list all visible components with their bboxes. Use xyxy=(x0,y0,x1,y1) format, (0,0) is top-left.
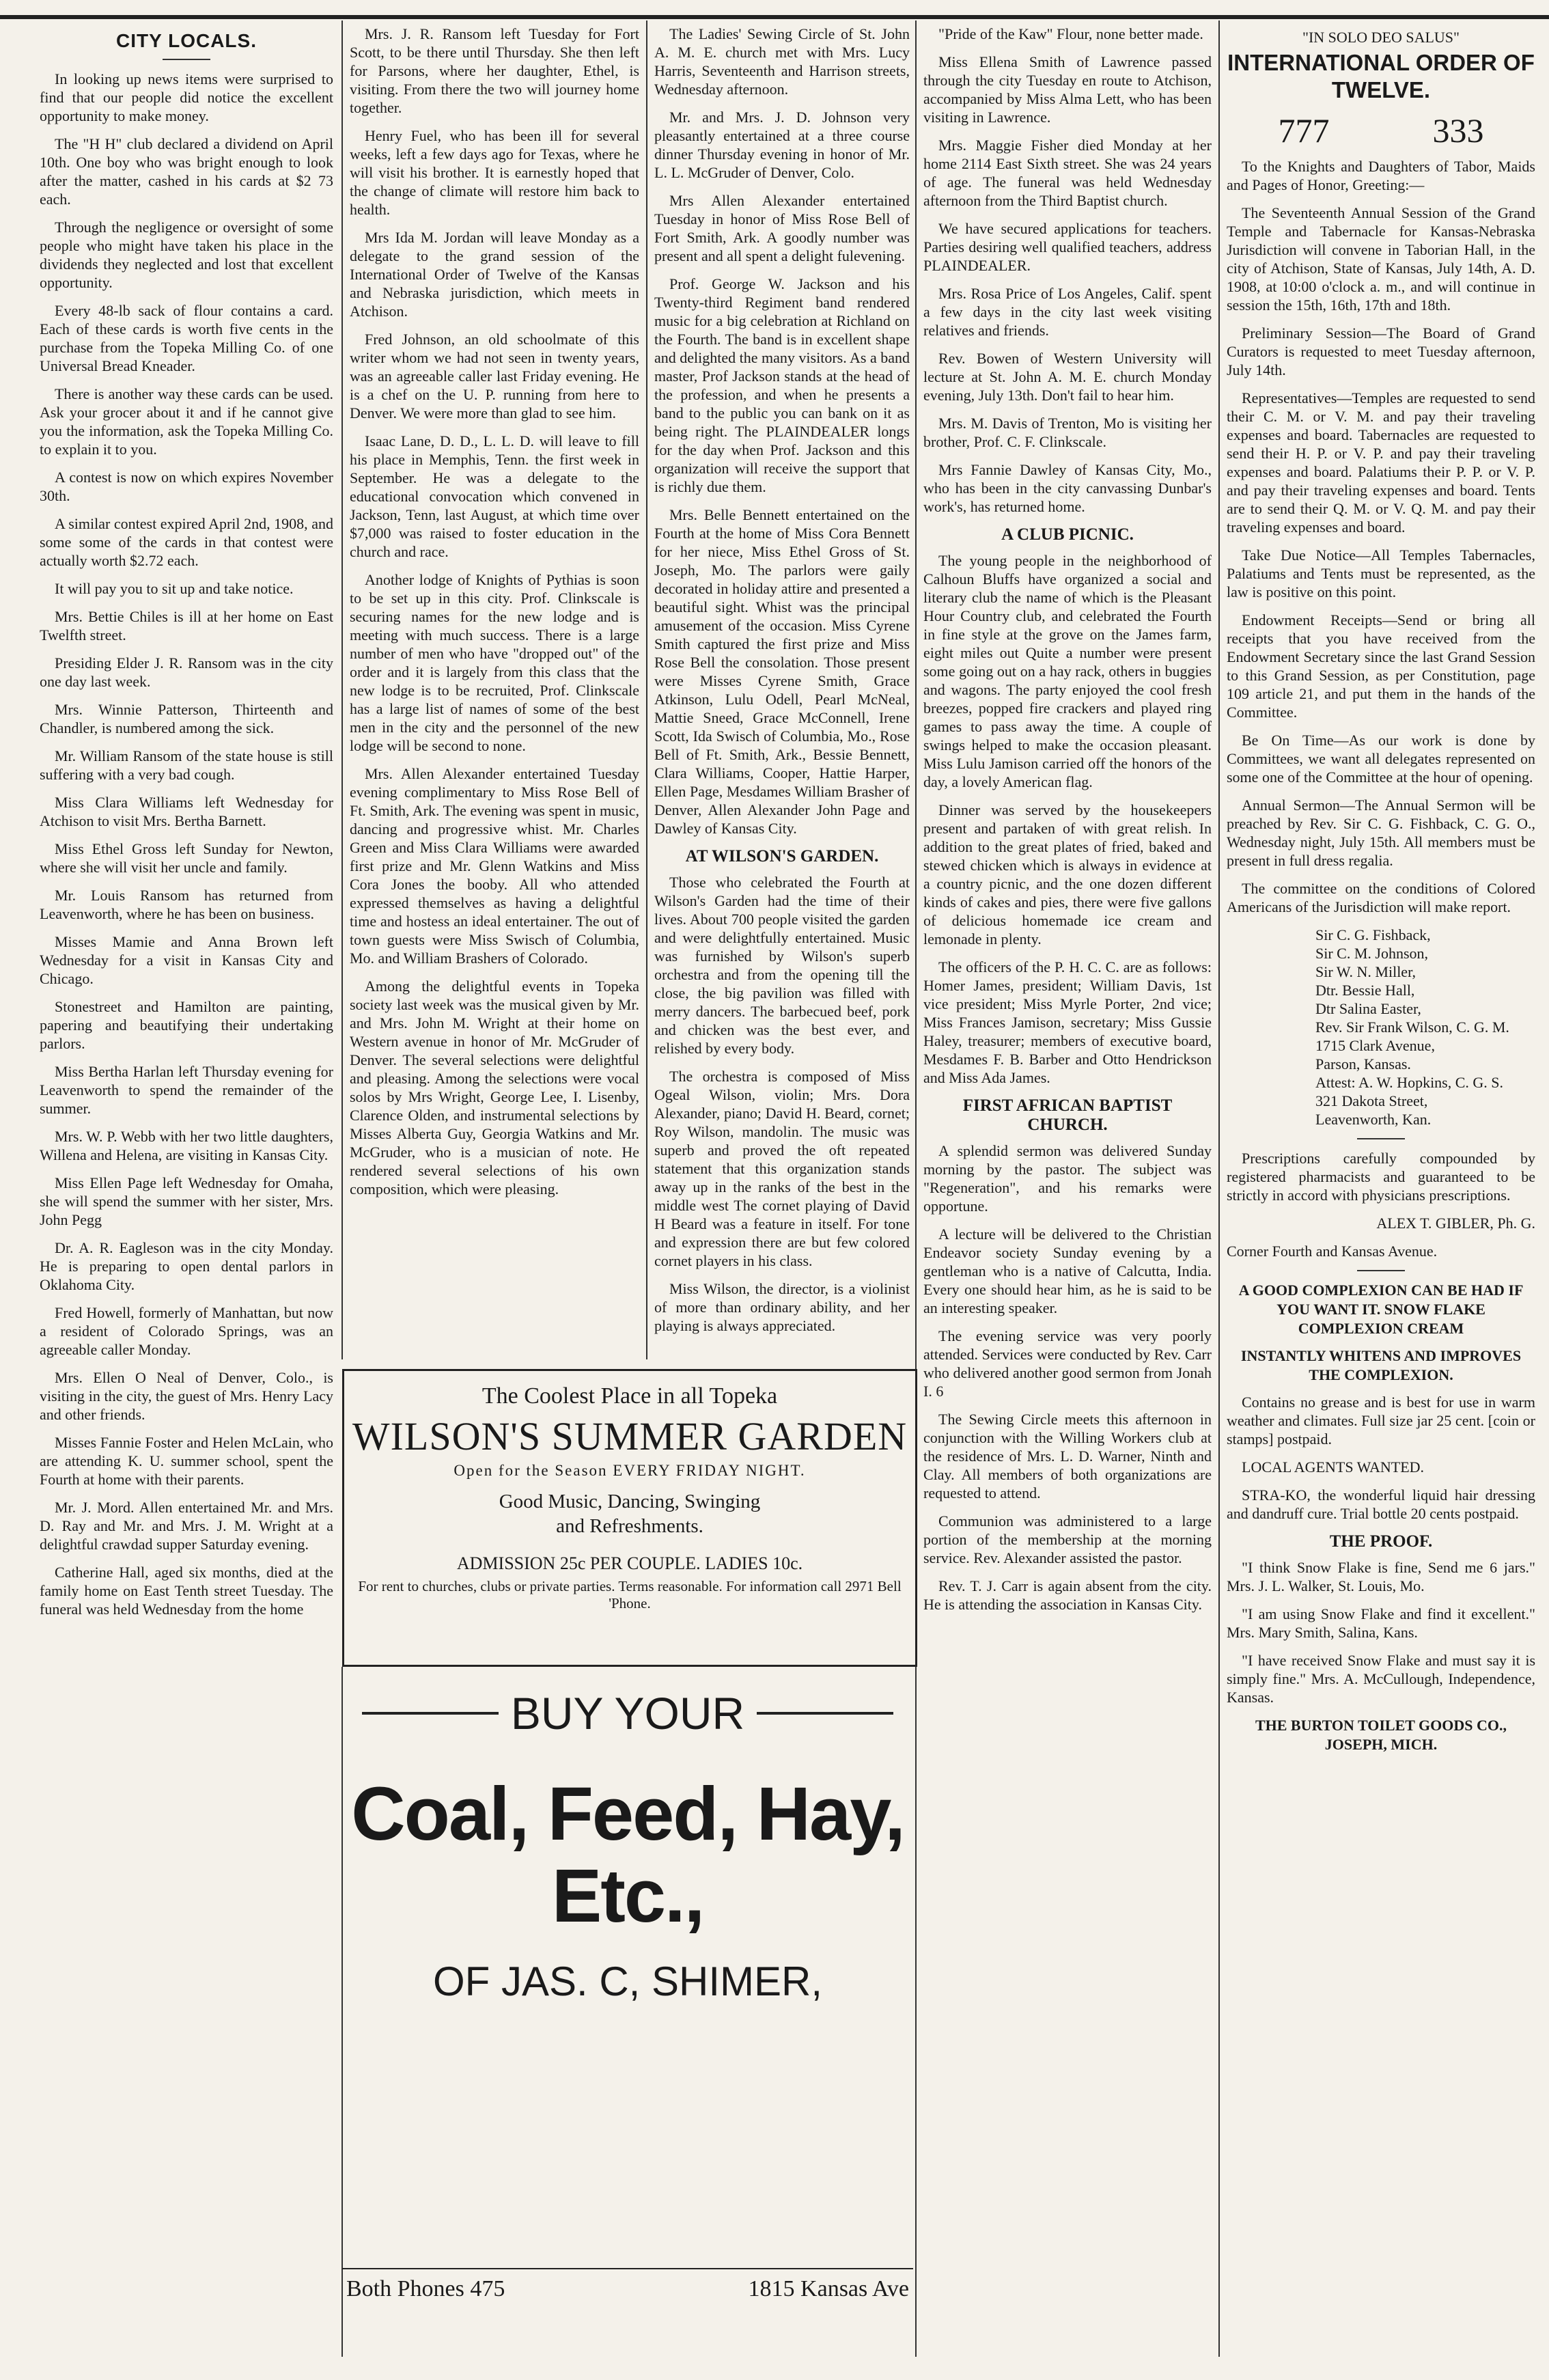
section-heading: A CLUB PICNIC. xyxy=(1001,525,1134,544)
article-paragraph: Stonestreet and Hamilton are painting, papering and beautifying their undertaking parlors. xyxy=(40,998,333,1052)
article-paragraph: Representatives—Temples are requested to send their C. M. or V. M. and pay their traveling expenses and board. Tabernacles are requested to send their H. P. or V. P. and pay their traveling expenses and board. Palatiums their P. P. or V. P. and pay their traveling expenses and board. Tents are to send their Q. M. or V. Q. M. and pay their traveling expenses and board. xyxy=(1227,389,1535,536)
article-paragraph: Another lodge of Knights of Pythias is soon to be set up in this city. Prof. Clinkscale is securing names for the new lodge and is meeting with much success. There is a large number of men who have "dropped out" of the order and it is largely from this class that the new lodge is to be recruited, Prof. Clinkscale has a large list of names of some of the best men in the city and the personnel of the new lodge will be second to none. xyxy=(350,571,639,754)
article-paragraph: Miss Clara Williams left Wednesday for Atchison to visit Mrs. Bertha Barnett. xyxy=(40,794,333,829)
article-paragraph: Rev. T. J. Carr is again absent from the city. He is attending the association in Kansas City. xyxy=(923,1577,1212,1613)
article-paragraph: Fred Howell, formerly of Manhattan, but now a resident of Colorado Springs, was an agreeable caller Monday. xyxy=(40,1304,333,1358)
article-paragraph: The Sewing Circle meets this afternoon in conjunction with the Willing Workers club at the residence of Mrs. L. D. Warner, Ninth and Clay. All members of both organizations are requested to attend. xyxy=(923,1411,1212,1502)
article-paragraph: Among the delightful events in Topeka society last week was the musical given by Mr. and Mrs. John M. Wright at their home on Western avenue in honor of Mr. McGruder of Denver. The several selections were delightful and pleasing. Among the selections were vocal solos by Mrs Wright, George Lee, I. Lisenby, Clarence Olden, and instrumental selections by Misses Alberta Guy, Georgia Watkins and Mr. McGruder, who is a musician of note. He rendered several selections of his own composition, which were pleasing. xyxy=(350,978,639,1198)
ad-line: The Coolest Place in all Topeka xyxy=(482,1383,778,1409)
wilson-garden-ad xyxy=(342,1369,917,1667)
article-list xyxy=(1227,1393,1535,1523)
section-heading: FIRST AFRICAN BAPTIST CHURCH. xyxy=(962,1096,1173,1134)
article-list xyxy=(350,25,639,1198)
article-paragraph: Catherine Hall, aged six months, died at the family home on East Tenth street Tuesday. The funeral was held Wednesday from the home xyxy=(40,1564,333,1618)
signer-line: Attest: A. W. Hopkins, C. G. S. xyxy=(1315,1074,1504,1091)
article-paragraph: Mrs. M. Davis of Trenton, Mo is visiting her brother, Prof. C. F. Clinkscale. xyxy=(923,415,1212,450)
masthead-rule xyxy=(0,15,1549,19)
signer-line: Sir C. G. Fishback, xyxy=(1315,926,1431,943)
section-heading: AT WILSON'S GARDEN. xyxy=(685,847,879,866)
article-paragraph: "Pride of the Kaw" Flour, none better made. xyxy=(938,25,1203,42)
article-paragraph: Misses Mamie and Anna Brown left Wednesday for a visit in Kansas City and Chicago. xyxy=(40,933,333,987)
ad-title: WILSON'S SUMMER GARDEN xyxy=(352,1414,908,1458)
article-paragraph: Mr. J. Mord. Allen entertained Mr. and Mrs. D. Ray and Mr. and Mrs. J. M. Wright at a delightful crawdad supper Saturday evening. xyxy=(40,1499,333,1553)
article-paragraph: Mrs. Bettie Chiles is ill at her home on East Twelfth street. xyxy=(40,608,333,644)
article-paragraph: Miss Ellen Page left Wednesday for Omaha, she will spend the summer with her sister, Mrs. John Pegg xyxy=(40,1174,333,1228)
article-paragraph: Presiding Elder J. R. Ransom was in the city one day last week. xyxy=(40,654,333,690)
article-paragraph: STRA-KO, the wonderful liquid hair dressing and dandruff cure. Trial bottle 20 cents postpaid. xyxy=(1227,1486,1535,1522)
article-paragraph: A contest is now on which expires November 30th. xyxy=(40,469,333,504)
article-paragraph: A splendid sermon was delivered Sunday morning by the pastor. The subject was "Regeneration", and his remarks were opportune. xyxy=(923,1142,1212,1215)
decorative-bar xyxy=(757,1712,893,1715)
rx-address: Corner Fourth and Kansas Avenue. xyxy=(1227,1243,1438,1260)
rx-text: Prescriptions carefully compounded by registered pharmacists and guaranteed to be strictly in accord with physicians prescriptions. xyxy=(1227,1150,1535,1204)
article-paragraph: Dr. A. R. Eagleson was in the city Monday. He is preparing to open dental parlors in Oklahoma City. xyxy=(40,1239,333,1293)
signer-line: Dtr Salina Easter, xyxy=(1315,1000,1421,1017)
article-list xyxy=(923,551,1212,1087)
separator xyxy=(1357,1138,1405,1139)
article-paragraph: A similar contest expired April 2nd, 1908, and some some of the cards in that contest were actually worth $2.72 each. xyxy=(40,515,333,569)
article-paragraph: Annual Sermon—The Annual Sermon will be preached by Rev. Sir C. G. Fishback, C. G. O., Wednesday night, July 15th. All members must be present in full dress regalia. xyxy=(1227,797,1535,869)
article-paragraph: "I think Snow Flake is fine, Send me 6 jars." Mrs. J. L. Walker, St. Louis, Mo. xyxy=(1227,1559,1535,1594)
article-paragraph: The officers of the P. H. C. C. are as follows: Homer James, president; William Davis, 1st vice president; Miss Myrle Porter, 2nd vice; Miss Frances Jamison, secretary; Miss Gussie Haley, treasurer; members of executive board, Mesdames F. B. Barber and Otto Hendrickson and Miss Ada James. xyxy=(923,958,1212,1086)
article-paragraph: Mrs. Ellen O Neal of Denver, Colo., is visiting in the city, the guest of Mrs. Henry Lacy and other friends. xyxy=(40,1369,333,1423)
article-list xyxy=(654,25,910,838)
coal-phones: Both Phones 475 xyxy=(346,2276,505,2301)
ad-admission: ADMISSION 25c PER COUPLE. LADIES 10c. xyxy=(456,1553,803,1573)
order-numbers xyxy=(1227,111,1535,150)
article-list xyxy=(923,25,1212,516)
article-paragraph: Mrs. Winnie Patterson, Thirteenth and Chandler, is numbered among the sick. xyxy=(40,701,333,736)
article-paragraph: Mrs Fannie Dawley of Kansas City, Mo., who has been in the city canvassing Dunbar's work's, has returned home. xyxy=(923,461,1212,515)
column-rule xyxy=(646,20,647,1359)
section-heading: THE PROOF. xyxy=(1329,1532,1433,1551)
article-paragraph: Endowment Receipts—Send or bring all receipts that you have received from the Endowment Secretary since the last Grand Session to this Grand Session, as per Constitution, page 109 article 21, and put them in the hands of the Committee. xyxy=(1227,611,1535,721)
signer-line: Dtr. Bessie Hall, xyxy=(1315,982,1415,999)
article-paragraph: It will pay you to sit up and take notice. xyxy=(55,580,294,597)
article-paragraph: To the Knights and Daughters of Tabor, Maids and Pages of Honor, Greeting:— xyxy=(1227,158,1535,193)
decorative-bar xyxy=(362,1712,499,1715)
article-paragraph: "I have received Snow Flake and must say it is simply fine." Mrs. A. McCullough, Independence, Kansas. xyxy=(1227,1652,1535,1706)
article-paragraph: Mr. William Ransom of the state house is still suffering with a very bad cough. xyxy=(40,747,333,783)
article-paragraph: Mrs Ida M. Jordan will leave Monday as a delegate to the grand session of the International Order of Twelve of the Kansas and Nebraska jurisdiction, which meets in Atchison. xyxy=(350,229,639,320)
article-paragraph: A lecture will be delivered to the Christian Endeavor society Sunday evening by a gentleman who is a native of Calcutta, India. Every one should hear him, as he is said to be an interesting speaker. xyxy=(923,1226,1212,1316)
article-paragraph: Miss Bertha Harlan left Thursday evening for Leavenworth to spend the remainder of the summer. xyxy=(40,1063,333,1117)
signer-line: Sir W. N. Miller, xyxy=(1315,963,1417,980)
article-list xyxy=(923,1141,1212,1614)
article-paragraph: Misses Fannie Foster and Helen McLain, who are attending K. U. summer school, spent the Fourth at home with their parents. xyxy=(40,1434,333,1488)
buy-your-text: BUY YOUR xyxy=(510,1688,745,1739)
buy-your-line xyxy=(342,1687,913,1739)
ad-line: Open for the Season EVERY FRIDAY NIGHT. xyxy=(453,1462,806,1479)
article-paragraph: We have secured applications for teachers. Parties desiring well qualified teachers, address PLAINDEALER. xyxy=(923,220,1212,274)
article-paragraph: The orchestra is composed of Miss Ogeal Wilson, violin; Mrs. Dora Alexander, piano; David H. Beard, cornet; Roy Wilson, mandolin. The music was superb and proved the oft repeated statement that this organization stands away up in the ranks of the best in the middle west The cornet playing of David H Beard was a feature in itself. For tone and expression there are but few colored cornet players in his class. xyxy=(654,1068,910,1269)
article-paragraph: Take Due Notice—All Temples Tabernacles, Palatiums and Tents must be represented, as the law is positive on this point. xyxy=(1227,546,1535,600)
column-two xyxy=(350,25,639,1357)
signers-list xyxy=(1227,926,1535,1129)
coal-ad xyxy=(342,1687,913,2343)
article-paragraph: Miss Ellena Smith of Lawrence passed through the city Tuesday en route to Atchison, accompanied by Miss Alma Lett, who has been visiting in Lawrence. xyxy=(923,53,1212,126)
ad-line: For rent to churches, clubs or private parties. Terms reasonable. For information call 2971 Bell 'Phone. xyxy=(358,1578,902,1611)
column-rule xyxy=(915,20,917,2357)
article-paragraph: In looking up news items were surprised to find that our people did notice the excellent opportunity to make money. xyxy=(40,70,333,124)
article-paragraph: The committee on the conditions of Colored Americans of the Jurisdiction will make report. xyxy=(1227,880,1535,915)
ad-line: Good Music, Dancing, Swinging xyxy=(499,1491,761,1512)
article-paragraph: The Seventeenth Annual Session of the Grand Temple and Tabernacle for Kansas-Nebraska Jurisdiction will convene in Taborian Hall, in the city of Atchison, State of Kansas, July 14th, A. D. 1908, at 10:00 o'clock a. m., and will continue in session the 15th, 16th, 17th and 18th. xyxy=(1227,204,1535,314)
article-paragraph: Through the negligence or oversight of some people who might have taken his place in the dividends they neglected and lost that excellent opportunity. xyxy=(40,219,333,291)
coal-contact xyxy=(342,2268,913,2302)
article-list xyxy=(1227,157,1535,916)
separator xyxy=(163,59,210,60)
ad-line: and Refreshments. xyxy=(556,1515,703,1537)
column-three xyxy=(654,25,910,1357)
article-paragraph: Rev. Bowen of Western University will lecture at St. John A. M. E. church Monday evening, July 13th. Don't fail to hear him. xyxy=(923,350,1212,404)
article-paragraph: Miss Wilson, the director, is a violinist of more than ordinary ability, and her playing is always appreciated. xyxy=(654,1280,910,1334)
column-rule xyxy=(1218,20,1220,2357)
article-paragraph: Henry Fuel, who has been ill for several weeks, left a few days ago for Texas, where he will visit his brother. It is earnestly hoped that the change of climate will restore him back to health. xyxy=(350,127,639,218)
article-paragraph: Mrs. Maggie Fisher died Monday at her home 2114 East Sixth street. She was 24 years of age. The funeral was held Wednesday afternoon from the Third Baptist church. xyxy=(923,137,1212,209)
column-four xyxy=(923,25,1212,2361)
coal-merchant: OF JAS. C, SHIMER, xyxy=(432,1959,823,2004)
article-paragraph: There is another way these cards can be used. Ask your grocer about it and if he cannot give you the information, ask the Topeka Milling Co. to explain it to you. xyxy=(40,385,333,458)
article-paragraph: Mr. Louis Ransom has returned from Leavenworth, where he has been on business. xyxy=(40,887,333,922)
coal-address: 1815 Kansas Ave xyxy=(748,2276,909,2301)
article-paragraph: Isaac Lane, D. D., L. L. D. will leave to fill his place in Memphis, Tenn. the first week in September. He was a delegate to the educational convocation which convened in Jackson, Tenn, last August, at which time over $7,000 was raised to foster education in the church and race. xyxy=(350,432,639,560)
article-paragraph: Mr. and Mrs. J. D. Johnson very pleasantly entertained at a three course dinner Thursday evening in honor of Mr. L. L. McGruder of Denver, Colo. xyxy=(654,109,910,181)
signer-line: Rev. Sir Frank Wilson, C. G. M. xyxy=(1315,1019,1509,1036)
order-number-left: 777 xyxy=(1278,111,1330,150)
article-paragraph: Mrs Allen Alexander entertained Tuesday in honor of Miss Rose Bell of Fort Smith, Ark. A goodly number was present and all spent a delight fulevening. xyxy=(654,192,910,264)
article-paragraph: Contains no grease and is best for use in warm weather and climates. Full size jar 25 cent. [coin or stamps] postpaid. xyxy=(1227,1394,1535,1448)
article-paragraph: Every 48-lb sack of flour contains a card. Each of these cards is worth five cents in the purchase from the Topeka Milling Co. of one Universal Bread Kneader. xyxy=(40,302,333,374)
article-paragraph: "I am using Snow Flake and find it excellent." Mrs. Mary Smith, Salina, Kans. xyxy=(1227,1605,1535,1641)
article-paragraph: The Ladies' Sewing Circle of St. John A. M. E. church met with Mrs. Lucy Harris, Seventeenth and Harrison streets, Wednesday afternoon. xyxy=(654,25,910,98)
article-paragraph: Mrs. Belle Bennett entertained on the Fourth at the home of Miss Cora Bennett for her niece, Miss Ethel Gross of St. Joseph, Mo. The parlors were gaily decorated in holiday attire and presented a beautiful sight. Whist was the principal amusement of the occasion. Miss Cyrene Smith captured the first prize and Miss Rose Bell the consolation. Those present were Misses Cyrene Smith, Grace Atkinson, Lulu Odell, Pearl McNeal, Mattie Sneed, Grace McConnell, Irene Scott, Ida Swisch of Columbia, Mo., Rose Bell of Ft. Smith, Ark., Bessie Bennett, Clara Williams, Cooper, Hattie Harper, Ellen Page, Mesdames William Brasher of Denver, Allen Alexander John Page and Dawley of Kansas City. xyxy=(654,506,910,837)
signer-line: Sir C. M. Johnson, xyxy=(1315,945,1429,962)
column-five xyxy=(1227,25,1535,2361)
signer-line: 1715 Clark Avenue, xyxy=(1315,1037,1435,1054)
article-paragraph: Be On Time—As our work is done by Committees, we want all delegates represented on some one of the Committee at the hour of opening. xyxy=(1227,732,1535,786)
snow-flake-subheading: INSTANTLY WHITENS AND IMPROVES THE COMPLEXION. xyxy=(1240,1347,1522,1383)
article-paragraph: Those who celebrated the Fourth at Wilson's Garden had the time of their lives. About 700 people visited the garden and were delightfully entertained. Music was furnished by Wilson's superb orchestra and from the opening till the close, the big pavilion was filled with merry dancers. The barbecued beef, pork and chicken was the best ever, and relished by every body. xyxy=(654,874,910,1057)
separator xyxy=(1357,1270,1405,1271)
article-list xyxy=(40,70,333,1618)
article-paragraph: Preliminary Session—The Board of Grand Curators is requested to meet Tuesday afternoon, July 14th. xyxy=(1227,324,1535,378)
signer-line: Leavenworth, Kan. xyxy=(1315,1111,1432,1128)
signer-line: 321 Dakota Street, xyxy=(1315,1092,1428,1109)
article-paragraph: The evening service was very poorly attended. Services were conducted by Rev. Carr who delivered another good sermon from Jonah I. 6 xyxy=(923,1327,1212,1400)
order-number-right: 333 xyxy=(1432,111,1484,150)
article-paragraph: Mrs. Allen Alexander entertained Tuesday evening complimentary to Miss Rose Bell of Ft. Smith, Ark. The evening was spent in music, dancing and progressive whist. Mr. Charles Green and Miss Clara Williams were awarded first prize and Mr. Glenn Watkins and Miss Cora Jones the booby. All who attended expressed themselves as having a delightful time and hostess an ideal entertainer. The out of town guests were Miss Swisch of Columbia, Mo. and William Brashers of Colorado. xyxy=(350,765,639,967)
article-list xyxy=(1227,1558,1535,1706)
coal-title: Coal, Feed, Hay, Etc., xyxy=(351,1772,904,1938)
column-city-locals xyxy=(40,25,333,2361)
article-paragraph: Mrs. J. R. Ransom left Tuesday for Fort Scott, to be there until Thursday. She then left for Parsons, where her daughter, Ethel, is visiting. From there the two will journey home together. xyxy=(350,25,639,116)
article-paragraph: Miss Ethel Gross left Sunday for Newton, where she will visit her uncle and family. xyxy=(40,840,333,876)
article-paragraph: Dinner was served by the housekeepers present and partaken of with great relish. In addition to the great plates of fried, baked and stewed chicken which is always in evidence at a country picnic, and the one dozen different kinds of cakes and pies, there were five gallons of delicious homemade ice cream and lemonade in plenty. xyxy=(923,801,1212,947)
article-paragraph: Mrs. W. P. Webb with her two little daughters, Willena and Helena, are visiting in Kansas City. xyxy=(40,1128,333,1163)
company-name: THE BURTON TOILET GOODS CO., JOSEPH, MICH. xyxy=(1255,1717,1507,1753)
article-paragraph: The young people in the neighborhood of Calhoun Bluffs have organized a social and literary club the name of which is the Pleasant Hour Country club, and celebrated the Fourth in fine style at the grove on the James farm, eight miles out Quite a number were present some going out on a hay rack, others in buggies and wagons. The party enjoyed the cool fresh breezes, popped fire crackers and played ring games to pass away the time. A couple of swings helped to make the occasion pleasant. Miss Lulu Jamison carried off the honors of the day, a lovely American flag. xyxy=(923,552,1212,790)
article-paragraph: The "H H" club declared a dividend on April 10th. One boy who was bright enough to look after the matter, cashed in his cards at $2 73 each. xyxy=(40,135,333,208)
article-paragraph: Prof. George W. Jackson and his Twenty-third Regiment band rendered music for a big celebration at Richland on the Fourth. The band is in excellent shape and delighted the many visitors. As a band master, Prof Jackson stands at the head of the profession, and when he presents a band to the public you can bank on it as being right. The PLAINDEALER longs for the day when Prof. Jackson and this organization will receive the support that is richly due them. xyxy=(654,275,910,495)
rx-sign: ALEX T. GIBLER, Ph. G. xyxy=(1376,1215,1535,1232)
article-paragraph: LOCAL AGENTS WANTED. xyxy=(1242,1458,1425,1476)
column-rule xyxy=(341,20,343,1359)
article-list xyxy=(654,873,910,1335)
section-heading: CITY LOCALS. xyxy=(116,30,257,51)
snow-flake-heading: A GOOD COMPLEXION CAN BE HAD IF YOU WANT IT. SNOW FLAKE COMPLEXION CREAM xyxy=(1238,1282,1524,1337)
order-motto: "IN SOLO DEO SALUS" xyxy=(1302,29,1460,46)
signer-line: Parson, Kansas. xyxy=(1315,1055,1411,1073)
order-title: INTERNATIONAL ORDER OF TWELVE. xyxy=(1227,50,1535,102)
article-paragraph: Fred Johnson, an old schoolmate of this writer whom we had not seen in twenty years, was an agreeable caller last Friday evening. He is a chef on the U. P. running from here to Denver. We were more than glad to see him. xyxy=(350,331,639,421)
article-paragraph: Mrs. Rosa Price of Los Angeles, Calif. spent a few days in the city last week visiting relatives and friends. xyxy=(923,285,1212,339)
article-paragraph: Communion was administered to a large portion of the membership at the morning service. Rev. Alexander assisted the pastor. xyxy=(923,1512,1212,1566)
